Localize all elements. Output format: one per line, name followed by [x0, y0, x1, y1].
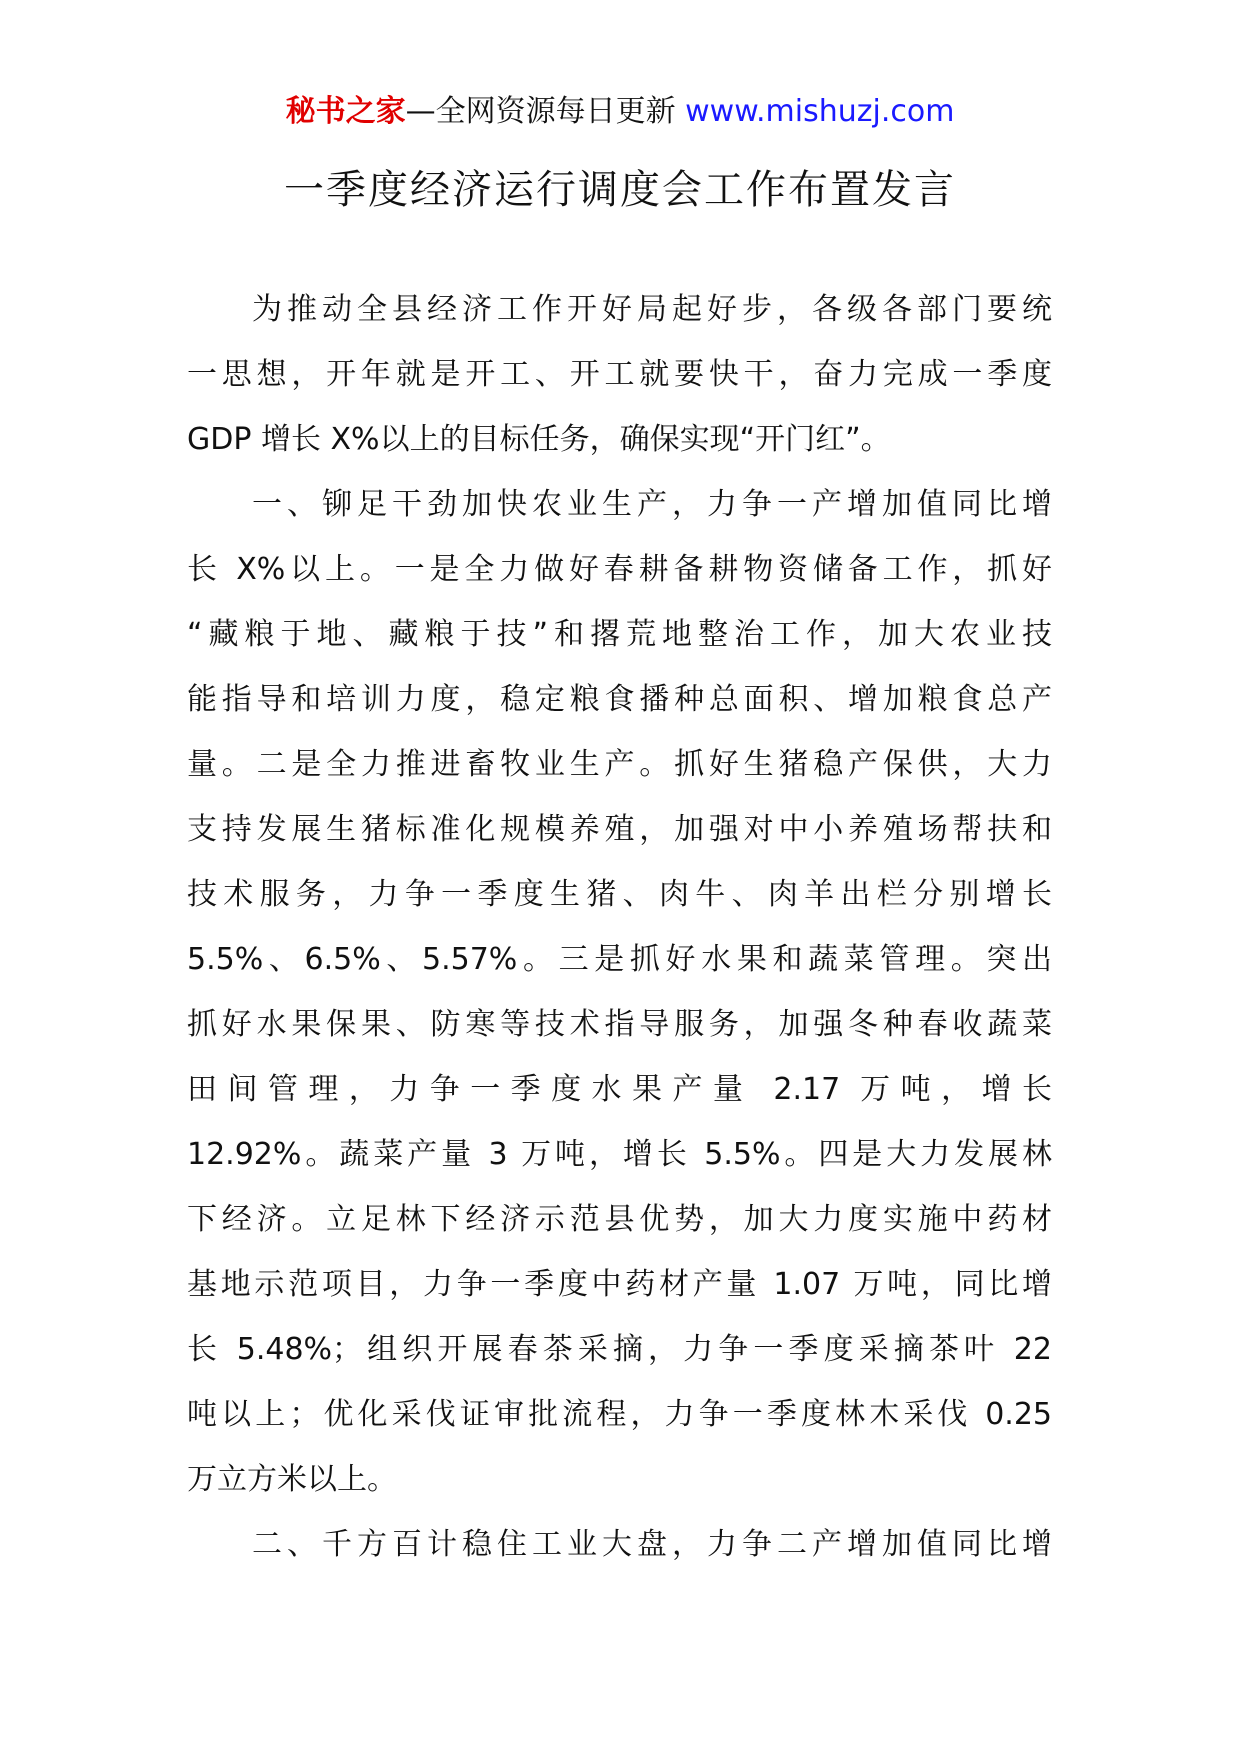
text-line: 长 5.48%；组织开展春茶采摘，力争一季度采摘茶叶 22 [187, 1332, 1052, 1367]
text-line: 为推动全县经济工作开好局起好步，各级各部门要统 [252, 292, 1052, 327]
text-line: 一思想，开年就是开工、开工就要快干，奋力完成一季度 [187, 357, 1052, 392]
document-body [187, 290, 1052, 1590]
site-header [0, 92, 1240, 132]
text-line: 能指导和培训力度，稳定粮食播种总面积、增加粮食总产 [187, 682, 1052, 717]
text-line: 长 X%以上。一是全力做好春耕备耕物资储备工作，抓好 [187, 552, 1052, 587]
text-line: GDP 增长 X%以上的目标任务，确保实现“开门红”。 [187, 422, 891, 457]
text-line: 5.5%、6.5%、5.57%。三是抓好水果和蔬菜管理。突出 [187, 942, 1052, 977]
text-line: 技术服务，力争一季度生猪、肉牛、肉羊出栏分别增长 [187, 877, 1052, 912]
text-line: 量。二是全力推进畜牧业生产。抓好生猪稳产保供，大力 [187, 747, 1052, 782]
text-line: 一、铆足干劲加快农业生产，力争一产增加值同比增 [252, 487, 1052, 522]
text-line: 基地示范项目，力争一季度中药材产量 1.07 万吨，同比增 [187, 1267, 1052, 1302]
text-line: 抓好水果保果、防寒等技术指导服务，加强冬种春收蔬菜 [187, 1007, 1052, 1042]
text-line: 吨以上；优化采伐证审批流程，力争一季度林木采伐 0.25 [187, 1397, 1052, 1432]
text-line: 田间管理，力争一季度水果产量 2.17 万吨，增长 [187, 1072, 1052, 1107]
site-slogan: —全网资源每日更新 [405, 94, 686, 129]
text-line: 12.92%。蔬菜产量 3 万吨，增长 5.5%。四是大力发展林 [187, 1137, 1052, 1172]
text-line: 二、千方百计稳住工业大盘，力争二产增加值同比增 [252, 1527, 1052, 1562]
site-brand: 秘书之家 [285, 94, 406, 129]
document-title: 一季度经济运行调度会工作布置发言 [284, 167, 956, 213]
text-line: 下经济。立足林下经济示范县优势，加大力度实施中药材 [187, 1202, 1052, 1237]
text-line: 支持发展生猪标准化规模养殖，加强对中小养殖场帮扶和 [187, 812, 1052, 847]
site-url-link[interactable]: www.mishuzj.com [685, 94, 955, 129]
text-line: 万立方米以上。 [187, 1462, 397, 1497]
text-line: “藏粮于地、藏粮于技”和撂荒地整治工作，加大农业技 [187, 617, 1052, 652]
